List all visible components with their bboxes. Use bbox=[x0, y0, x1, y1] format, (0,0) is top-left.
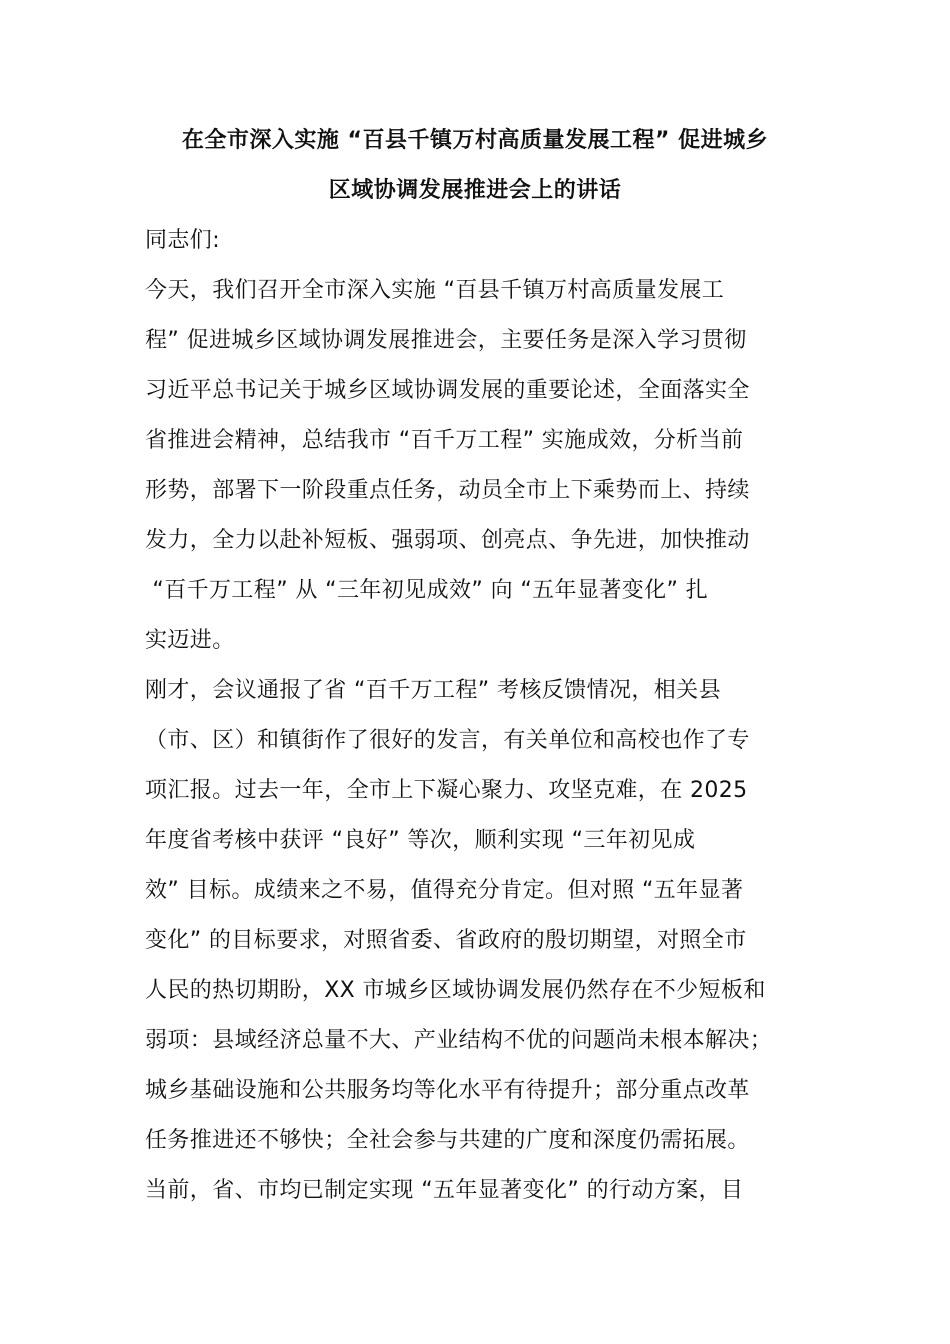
paragraph-line: 城乡基础设施和公共服务均等化水平有待提升；部分重点改革 bbox=[145, 1078, 750, 1103]
paragraph-line: 刚才，会议通报了省 “百千万工程” 考核反馈情况，相关县 bbox=[145, 678, 721, 703]
paragraph-line: 发力，全力以赴补短板、强弱项、创亮点、争先进，加快推动 bbox=[145, 528, 750, 553]
paragraph-line: 任务推进还不够快；全社会参与共建的广度和深度仍需拓展。 bbox=[145, 1128, 750, 1153]
document-title-line-2: 区域协调发展推进会上的讲话 bbox=[328, 178, 622, 203]
paragraph-line: 实迈进。 bbox=[145, 628, 235, 653]
paragraph-line: 程” 促进城乡区域协调发展推进会，主要任务是深入学习贯彻 bbox=[145, 328, 747, 353]
paragraph-line: 今天，我们召开全市深入实施 “百县千镇万村高质量发展工 bbox=[145, 278, 725, 303]
paragraph-line: （市、区）和镇街作了很好的发言，有关单位和高校也作了专 bbox=[145, 728, 750, 753]
paragraph-line: 形势，部署下一阶段重点任务，动员全市上下乘势而上、持续 bbox=[145, 478, 750, 503]
paragraph-line: 年度省考核中获评 “良好” 等次，顺利实现 “三年初见成 bbox=[145, 828, 696, 853]
paragraph-line: 弱项：县域经济总量不大、产业结构不优的问题尚未根本解决； bbox=[145, 1028, 773, 1053]
paragraph-line: 人民的热切期盼，XX 市城乡区域协调发展仍然存在不少短板和 bbox=[145, 978, 766, 1003]
paragraph-line: 习近平总书记关于城乡区域协调发展的重要论述，全面落实全 bbox=[145, 378, 750, 403]
paragraph-line: 效” 目标。成绩来之不易，值得充分肯定。但对照 “五年显著 bbox=[145, 878, 744, 903]
paragraph-line: 当前，省、市均已制定实现 “五年显著变化” 的行动方案，目 bbox=[145, 1178, 744, 1203]
salutation: 同志们: bbox=[145, 228, 221, 253]
paragraph-line: 变化” 的目标要求，对照省委、省政府的殷切期望，对照全市 bbox=[145, 928, 747, 953]
paragraph-line: 项汇报。过去一年，全市上下凝心聚力、攻坚克难，在 2025 bbox=[145, 778, 748, 803]
paragraph-line: 省推进会精神，总结我市 “百千万工程” 实施成效，分析当前 bbox=[145, 428, 744, 453]
paragraph-line: “百千万工程” 从 “三年初见成效” 向 “五年显著变化” 扎 bbox=[145, 578, 709, 603]
document-title-line-1: 在全市深入实施 “百县千镇万村高质量发展工程” 促进城乡 bbox=[181, 128, 769, 153]
